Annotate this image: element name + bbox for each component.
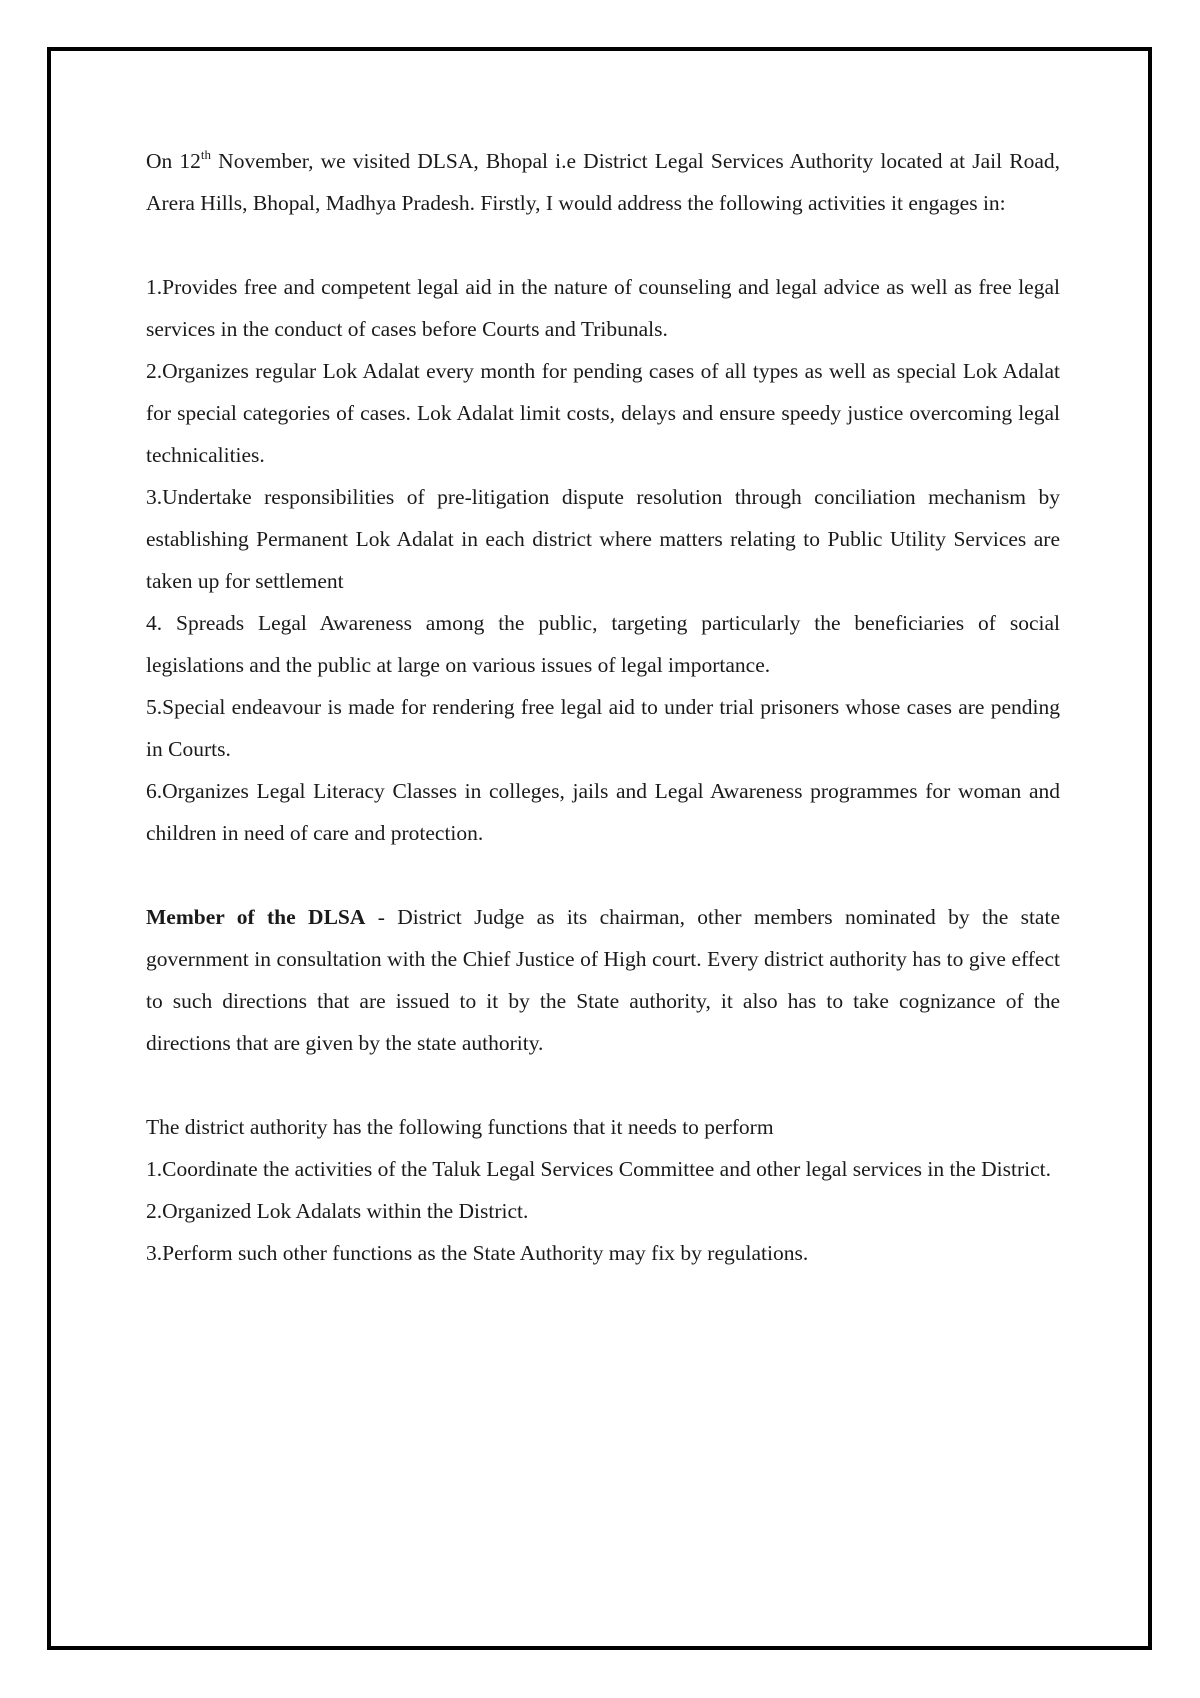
function-item-3: 3.Perform such other functions as the State Authority may fix by regulations.: [146, 1241, 809, 1265]
date-ordinal-suffix: th: [200, 146, 212, 162]
activity-item-1: 1.Provides free and competent legal aid in the nature of counseling and legal advice as well as free legal services in the conduct of cases before Courts and Tribunals.: [146, 275, 1060, 341]
activity-item-5: 5.Special endeavour is made for rendering free legal aid to under trial prisoners whose cases are pending in Courts.: [146, 695, 1060, 761]
paragraph-gap: [146, 854, 1060, 896]
paragraph-gap: [146, 1064, 1060, 1106]
activity-item-3: 3.Undertake responsibilities of pre-litigation dispute resolution through conciliation mechanism by establishing Permanent Lok Adalat in each district where matters relating to Public Utility Services are taken up for settlement: [146, 485, 1060, 593]
activity-item-4: 4. Spreads Legal Awareness among the public, targeting particularly the beneficiaries of social legislations and the public at large on various issues of legal importance.: [146, 611, 1060, 677]
paragraph-gap: [146, 224, 1060, 266]
intro-text-start: On 12: [146, 149, 201, 173]
intro-text-rest: November, we visited DLSA, Bhopal i.e District Legal Services Authority located at Jail Road, Arera Hills, Bhopal, Madhya Pradesh. Firstly, I would address the following activities it engages in:: [146, 149, 1060, 215]
function-item-2: 2.Organized Lok Adalats within the District.: [146, 1199, 529, 1223]
members-heading: Member of the DLSA: [146, 905, 366, 929]
members-text: - District Judge as its chairman, other members nominated by the state government in consultation with the Chief Justice of High court. Every district authority has to give effect to such directions that are issued to it by the State authority, it also has to take cognizance of the directions that are given by the state authority.: [146, 905, 1060, 1055]
activity-item-6: 6.Organizes Legal Literacy Classes in colleges, jails and Legal Awareness programmes for woman and children in need of care and protection.: [146, 779, 1060, 845]
activity-item-2: 2.Organizes regular Lok Adalat every month for pending cases of all types as well as special Lok Adalat for special categories of cases. Lok Adalat limit costs, delays and ensure speedy justice overcoming legal technicalities.: [146, 359, 1060, 467]
function-item-1: 1.Coordinate the activities of the Taluk Legal Services Committee and other legal services in the District.: [146, 1157, 1052, 1181]
functions-intro: The district authority has the following functions that it needs to perform: [146, 1115, 774, 1139]
intro-paragraph: [146, 140, 1060, 224]
members-paragraph: [146, 896, 1060, 1064]
document-body: [146, 140, 1060, 1274]
